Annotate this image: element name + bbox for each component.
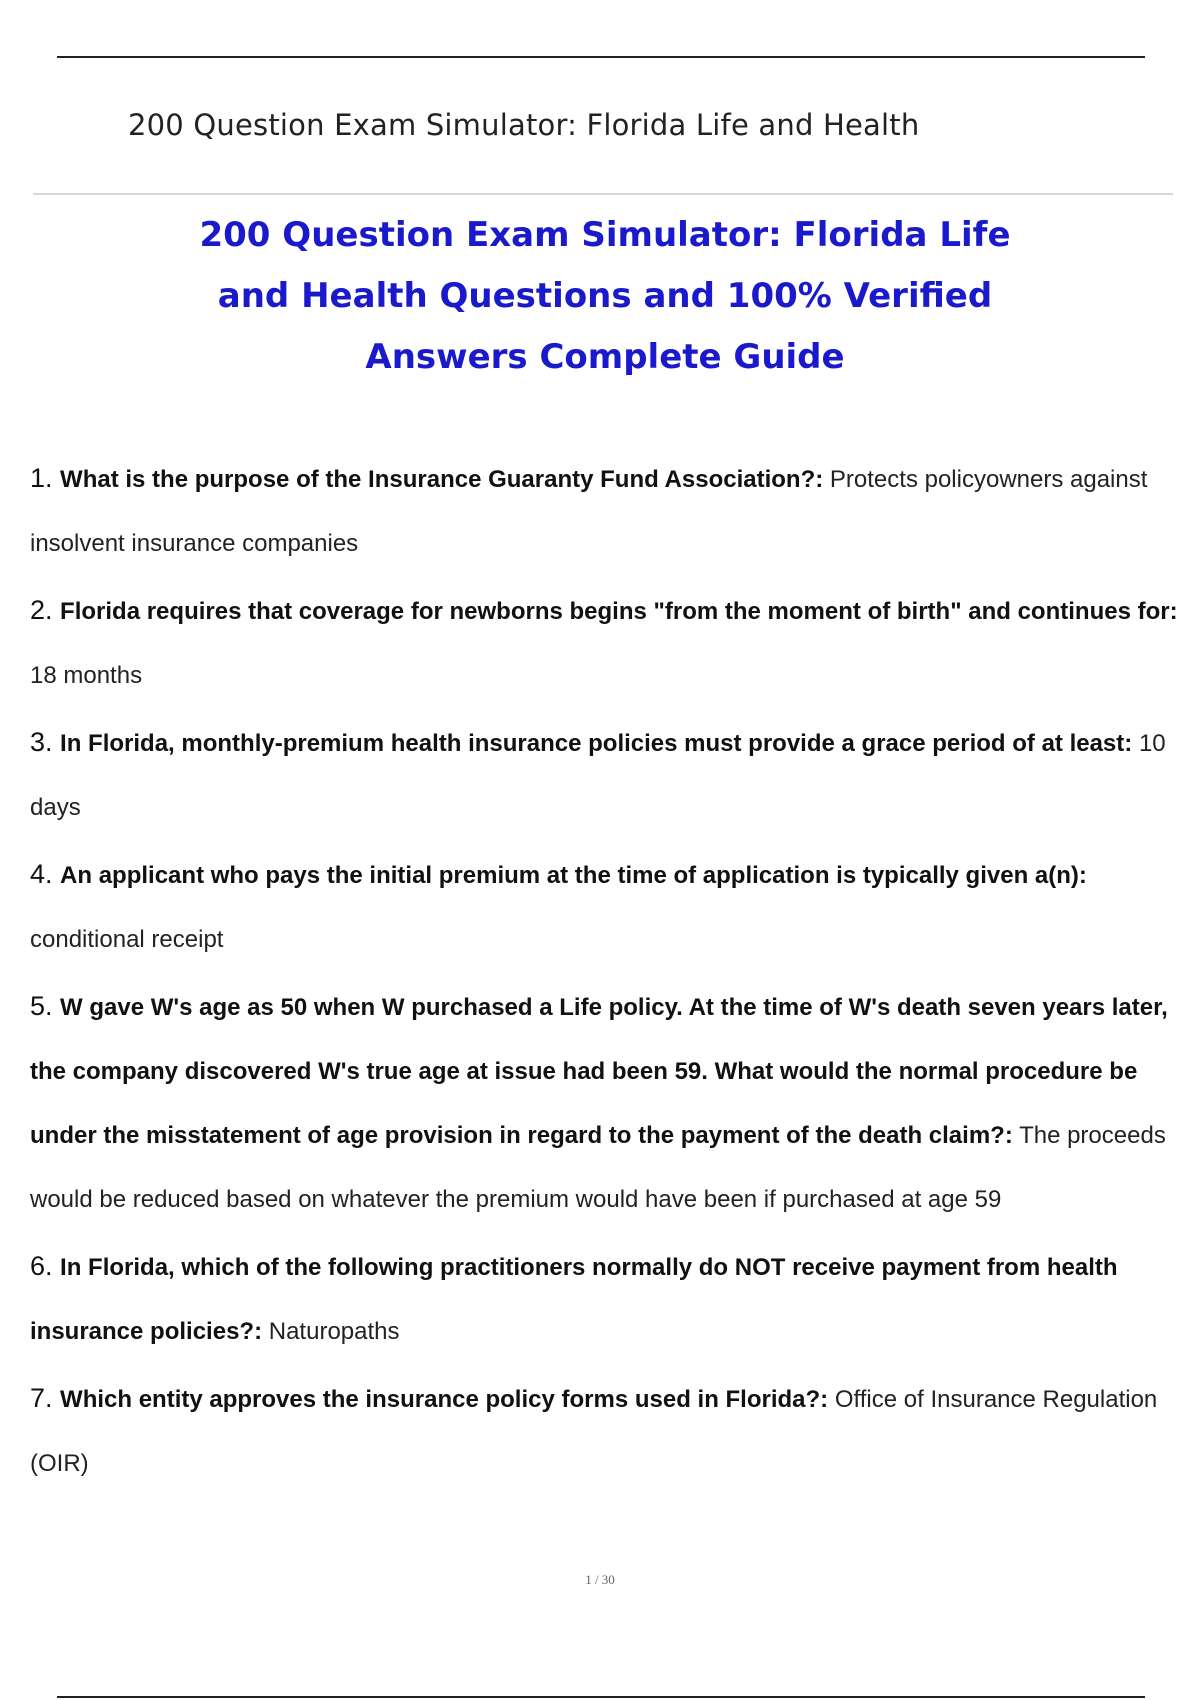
document-title xyxy=(160,205,1050,388)
question-number: 2 xyxy=(30,595,46,625)
question-text: An applicant who pays the initial premium at the time of application is typically given a(n): xyxy=(60,862,1087,889)
question-number: 1 xyxy=(30,463,46,493)
title-line: 200 Question Exam Simulator: Florida Life xyxy=(199,215,1011,255)
question-item: 1. What is the purpose of the Insurance Guaranty Fund Association?: Protects policyowners against insolvent insurance companies xyxy=(30,463,1148,557)
bottom-rule xyxy=(57,1696,1145,1698)
question-number: 5 xyxy=(30,991,46,1021)
question-item: 7. Which entity approves the insurance policy forms used in Florida?: Office of Insurance Regulation (OIR) xyxy=(30,1383,1158,1477)
page-number: 1 / 30 xyxy=(585,1572,615,1587)
question-number: 7 xyxy=(30,1383,46,1413)
question-item: 4. An applicant who pays the initial premium at the time of application is typically given a(n): conditional receipt xyxy=(30,859,1087,953)
answer-text: 10 days xyxy=(30,730,1166,821)
answer-text: Naturopaths xyxy=(268,1318,400,1345)
question-text: What is the purpose of the Insurance Guaranty Fund Association?: xyxy=(60,466,824,493)
answer-text: Protects policyowners against insolvent insurance companies xyxy=(30,466,1148,557)
question-number: 6 xyxy=(30,1251,46,1281)
question-number: 3 xyxy=(30,727,46,757)
question-item: 6. In Florida, which of the following practitioners normally do NOT receive payment from health insurance policies?: Naturopaths xyxy=(30,1251,1118,1345)
question-text: W gave W's age as 50 when W purchased a Life policy. At the time of W's death seven years later, the company discovered W's true age at issue had been 59. What would the normal procedure be under the misstatement of age provision in regard to the payment of the death claim?: xyxy=(30,994,1168,1149)
question-text: Which entity approves the insurance policy forms used in Florida?: xyxy=(60,1386,829,1413)
question-list xyxy=(30,446,1180,1498)
answer-text: Office of Insurance Regulation (OIR) xyxy=(30,1386,1158,1477)
question-text: In Florida, which of the following practitioners normally do NOT receive payment from health insurance policies?: xyxy=(30,1254,1118,1345)
title-line: Answers Complete Guide xyxy=(365,337,845,377)
question-text: In Florida, monthly-premium health insurance policies must provide a grace period of at least: xyxy=(60,730,1133,757)
question-item: 3. In Florida, monthly-premium health insurance policies must provide a grace period of at least: 10 days xyxy=(30,727,1166,821)
header-divider xyxy=(33,193,1173,195)
top-rule xyxy=(57,56,1145,58)
running-header: 200 Question Exam Simulator: Florida Life and Health xyxy=(128,108,920,142)
question-text: Florida requires that coverage for newborns begins "from the moment of birth" and continues for: xyxy=(60,598,1178,625)
question-item: 5. W gave W's age as 50 when W purchased a Life policy. At the time of W's death seven years later, the company discovered W's true age at issue had been 59. What would the normal procedure be under the misstatement of age provision in regard to the payment of the death claim?: The proceeds would be reduced based on whatever the premium would have been if purchased at age 59 xyxy=(30,991,1168,1213)
question-number: 4 xyxy=(30,859,46,889)
answer-text: The proceeds would be reduced based on whatever the premium would have been if purchased at age 59 xyxy=(30,1122,1166,1213)
title-line: and Health Questions and 100% Verified xyxy=(217,276,993,316)
answer-text: conditional receipt xyxy=(30,926,224,953)
question-item: 2. Florida requires that coverage for newborns begins "from the moment of birth" and continues for: 18 months xyxy=(30,595,1178,689)
answer-text: 18 months xyxy=(30,662,143,689)
